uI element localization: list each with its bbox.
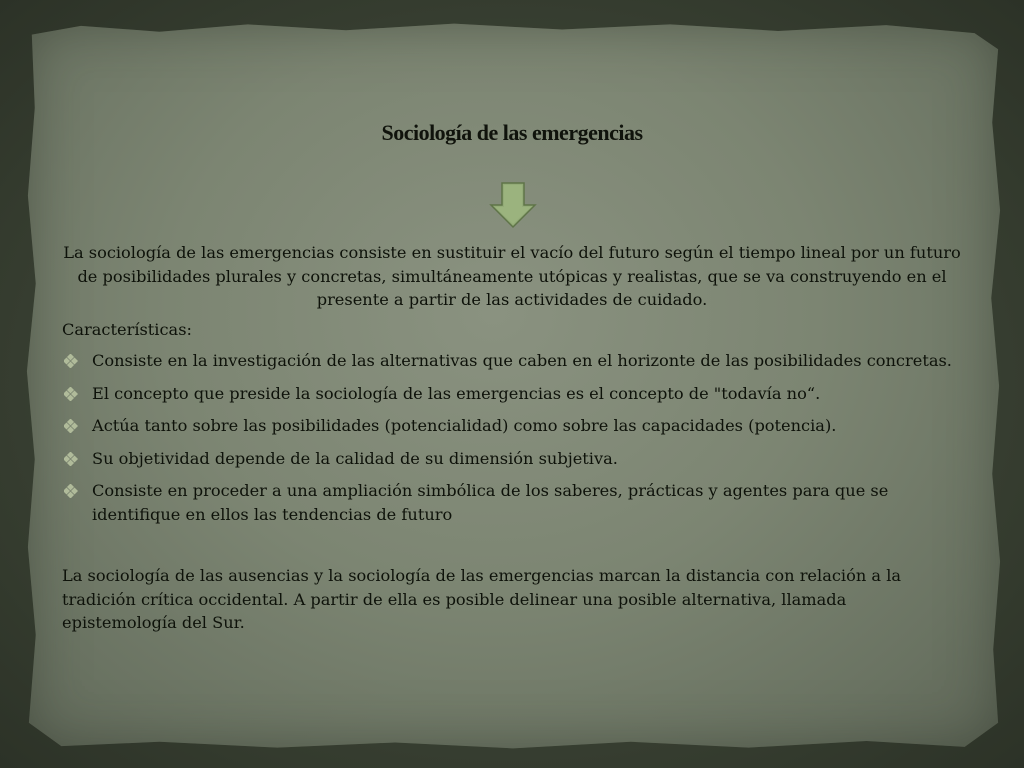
slide-title: Sociología de las emergencias — [381, 120, 643, 145]
bullet-text: Consiste en la investigación de las alternativas que caben en el horizonte de las posibilidades concretas. — [92, 351, 952, 370]
list-item — [62, 382, 962, 406]
features-label: Características: — [62, 319, 192, 339]
diamond-bullet-icon — [64, 452, 78, 466]
list-item — [62, 447, 962, 471]
list-item — [62, 414, 962, 438]
bullet-text: Su objetividad depende de la calidad de su dimensión subjetiva. — [92, 448, 618, 468]
diamond-bullet-icon — [64, 387, 78, 401]
bullet-text: El concepto que preside la sociología de las emergencias es el concepto de "todavía no“. — [92, 383, 821, 403]
bullet-text: Actúa tanto sobre las posibilidades (potencialidad) como sobre las capacidades (potencia). — [92, 416, 837, 435]
features-list — [62, 349, 962, 526]
list-item — [62, 479, 962, 526]
list-item — [62, 349, 962, 373]
diamond-bullet-icon — [64, 484, 78, 498]
diamond-bullet-icon — [64, 419, 78, 433]
diamond-bullet-icon — [64, 354, 78, 368]
intro-paragraph: La sociología de las emergencias consiste en sustituir el vacío del futuro según el tiempo lineal por un futuro de posibilidades plurales y concretas, simultáneamente utópicas y realistas, que se va construyendo en el presente a partir de las actividades de cuidado. — [63, 243, 961, 309]
down-arrow-icon — [489, 181, 537, 229]
closing-paragraph: La sociología de las ausencias y la sociología de las emergencias marcan la distancia con relación a la tradición crítica occidental. A partir de ella es posible delinear una posible alternativa, llamada epistemología del Sur. — [62, 566, 902, 632]
bullet-text: Consiste en proceder a una ampliación simbólica de los saberes, prácticas y agentes para que se identifique en ellos las tendencias de futuro — [92, 481, 889, 524]
slide-body — [62, 241, 962, 635]
